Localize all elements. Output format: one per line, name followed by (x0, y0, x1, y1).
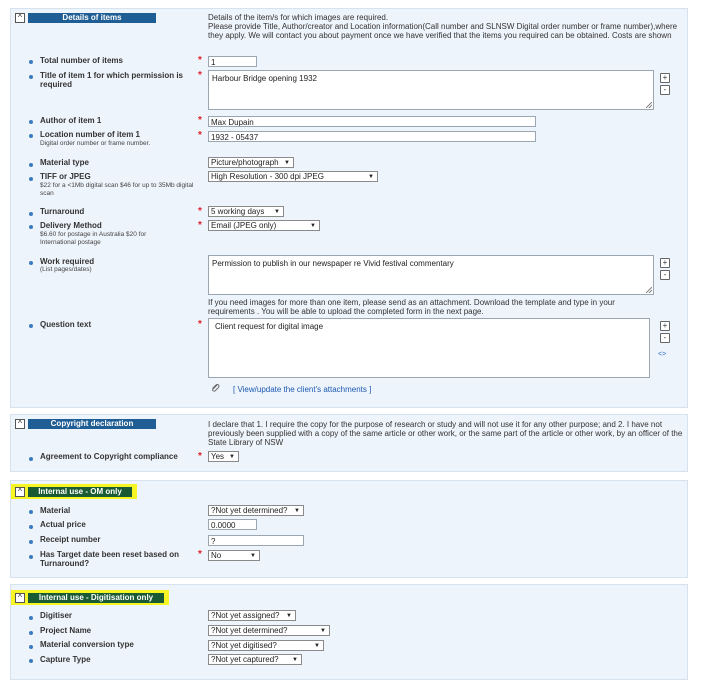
delivery-label: Delivery Method (40, 221, 102, 230)
chevron-down-icon: ▼ (274, 209, 280, 215)
bullet (29, 177, 33, 181)
work-required-hint: (List pages/dates) (40, 266, 92, 273)
title-label: Title of item 1 for which permission is required (40, 71, 183, 89)
om-material-label: Material (40, 506, 71, 515)
required-marker: * (198, 115, 202, 126)
add-row-icon[interactable]: + (660, 258, 670, 268)
delivery-select[interactable] (208, 220, 320, 231)
bullet (29, 510, 33, 514)
bullet (29, 212, 33, 216)
add-row-icon[interactable]: + (660, 321, 670, 331)
receipt-number-label: Receipt number (40, 535, 101, 544)
turnaround-select[interactable] (208, 206, 284, 217)
internal-om-collapse-toggle[interactable]: ^ (15, 487, 25, 497)
bullet (29, 645, 33, 649)
add-row-icon[interactable]: + (660, 73, 670, 83)
digitiser-select[interactable] (208, 610, 296, 621)
details-description (208, 13, 686, 40)
work-required-label: Work required (40, 257, 95, 266)
bullet (29, 457, 33, 461)
location-label: Location number of item 1 (40, 130, 141, 139)
actual-price-label: Actual price (40, 520, 86, 529)
chevron-down-icon: ▼ (286, 613, 292, 619)
title-textarea[interactable] (208, 70, 654, 110)
required-marker: * (198, 220, 202, 231)
chevron-down-icon: ▼ (310, 223, 316, 229)
actual-price-input[interactable]: 0.0000 (208, 519, 257, 530)
copyright-collapse-toggle[interactable]: ^ (15, 419, 25, 429)
digitiser-value: ?Not yet assigned? (211, 611, 280, 620)
chevron-down-icon: ▼ (292, 657, 298, 663)
required-marker: * (198, 549, 202, 560)
bullet (29, 60, 33, 64)
receipt-number-input[interactable]: ? (208, 535, 304, 546)
title-value: Harbour Bridge opening 1932 (212, 74, 317, 83)
delivery-hint: $6.60 for postage in Australia $20 for International postage (40, 231, 147, 246)
required-marker: * (198, 55, 202, 66)
copyright-agreement-label: Agreement to Copyright compliance (40, 452, 178, 461)
chevron-down-icon: ▼ (368, 174, 374, 180)
material-type-label: Material type (40, 158, 89, 167)
turnaround-label: Turnaround (40, 207, 85, 216)
copyright-header: Copyright declaration (28, 419, 156, 429)
delivery-value: Email (JPEG only) (211, 221, 277, 230)
author-input[interactable]: Max Dupain (208, 116, 536, 127)
bullet (29, 120, 33, 124)
tiff-value: High Resolution - 300 dpi JPEG (211, 172, 324, 181)
required-marker: * (198, 319, 202, 330)
capture-type-value: ?Not yet captured? (211, 655, 279, 664)
required-marker: * (198, 130, 202, 141)
bullet (29, 555, 33, 559)
required-marker: * (198, 206, 202, 217)
tiff-label: TIFF or JPEG (40, 172, 91, 181)
bullet (29, 75, 33, 79)
details-desc-line2: Please provide Title, Author/creator and Location information(Call number and SLNSW Digital order number or frame number),where they apply. We will contact you about payment once we have verified that the items you required can be obtained. Costs are shown (208, 22, 678, 40)
project-name-select[interactable] (208, 625, 330, 636)
project-name-label: Project Name (40, 626, 92, 635)
material-type-value: Picture/photograph (211, 158, 279, 167)
copyright-agreement-select[interactable] (208, 451, 239, 462)
total-items-label: Total number of items (40, 56, 123, 65)
details-header: Details of items (28, 13, 156, 23)
details-desc-line1: Details of the item/s for which images are required. (208, 13, 389, 22)
target-date-reset-select[interactable] (208, 550, 260, 561)
question-text-textarea[interactable] (208, 318, 650, 378)
chevron-down-icon: ▼ (229, 454, 235, 460)
remove-row-icon[interactable]: - (660, 270, 670, 280)
question-text-label: Question text (40, 320, 92, 329)
capture-type-select[interactable] (208, 654, 302, 665)
question-text-value: Client request for digital image (215, 322, 324, 331)
turnaround-value: 5 working days (211, 207, 265, 216)
chevron-down-icon: ▼ (294, 508, 300, 514)
project-name-value: ?Not yet determined? (211, 626, 288, 635)
material-conversion-select[interactable] (208, 640, 324, 651)
copyright-description: I declare that 1. I require the copy for the purpose of research or study and will not use it for any other purpose; and 2. I have not previously been supplied with a copy of the same article or other work, or the same part of the article or other work, by an officer of the State Library of NSW (208, 420, 683, 447)
chevron-down-icon: ▼ (284, 160, 290, 166)
expand-icon[interactable]: <> (658, 351, 667, 358)
material-conversion-label: Material conversion type (40, 640, 134, 649)
bullet (29, 659, 33, 663)
multiple-items-note: If you need images for more than one item, please send as an attachment. Download the template and type in your requirements . You will be able to upload the completed form in the next page. (208, 298, 615, 316)
remove-row-icon[interactable]: - (660, 333, 670, 343)
om-material-select[interactable] (208, 505, 304, 516)
om-material-value: ?Not yet determined? (211, 506, 288, 515)
target-date-reset-value: No (211, 551, 222, 560)
bullet (29, 163, 33, 167)
view-attachments-link[interactable]: [ View/update the client's attachments ] (233, 385, 372, 394)
tiff-hint: $22 for a <1Mb digital scan $46 for up to 35Mb digital scan (40, 182, 194, 197)
chevron-down-icon: ▼ (320, 628, 326, 634)
required-marker: * (198, 451, 202, 462)
chevron-down-icon: ▼ (314, 643, 320, 649)
bullet (29, 540, 33, 544)
bullet (29, 261, 33, 265)
resize-grip-icon[interactable] (646, 287, 652, 293)
total-items-input[interactable]: 1 (208, 56, 257, 67)
author-label: Author of item 1 (40, 116, 102, 125)
internal-om-header: Internal use - OM only (28, 487, 132, 497)
copyright-agreement-value: Yes (211, 452, 225, 461)
internal-digitisation-collapse-toggle[interactable]: ^ (15, 593, 25, 603)
bullet (29, 134, 33, 138)
work-required-textarea[interactable] (208, 255, 654, 295)
target-date-reset-label: Has Target date been reset based on Turnaround? (40, 550, 180, 568)
capture-type-label: Capture Type (40, 655, 91, 664)
bullet (29, 525, 33, 529)
location-input[interactable]: 1932 - 05437 (208, 131, 536, 142)
resize-grip-icon[interactable] (646, 102, 652, 108)
paperclip-icon (210, 383, 220, 393)
bullet (29, 225, 33, 229)
details-collapse-toggle[interactable]: ^ (15, 13, 25, 23)
bullet (29, 324, 33, 328)
bullet (29, 616, 33, 620)
material-type-select[interactable] (208, 157, 294, 168)
digitiser-label: Digitiser (40, 611, 73, 620)
required-marker: * (198, 70, 202, 81)
tiff-select[interactable] (208, 171, 378, 182)
work-required-value: Permission to publish in our newspaper re Vivid festival commentary (212, 259, 454, 268)
remove-row-icon[interactable]: - (660, 85, 670, 95)
bullet (29, 631, 33, 635)
chevron-down-icon: ▼ (250, 553, 256, 559)
material-conversion-value: ?Not yet digitised? (211, 641, 277, 650)
location-hint: Digital order number or frame number. (40, 140, 151, 147)
internal-digitisation-header: Internal use - Digitisation only (28, 593, 164, 603)
